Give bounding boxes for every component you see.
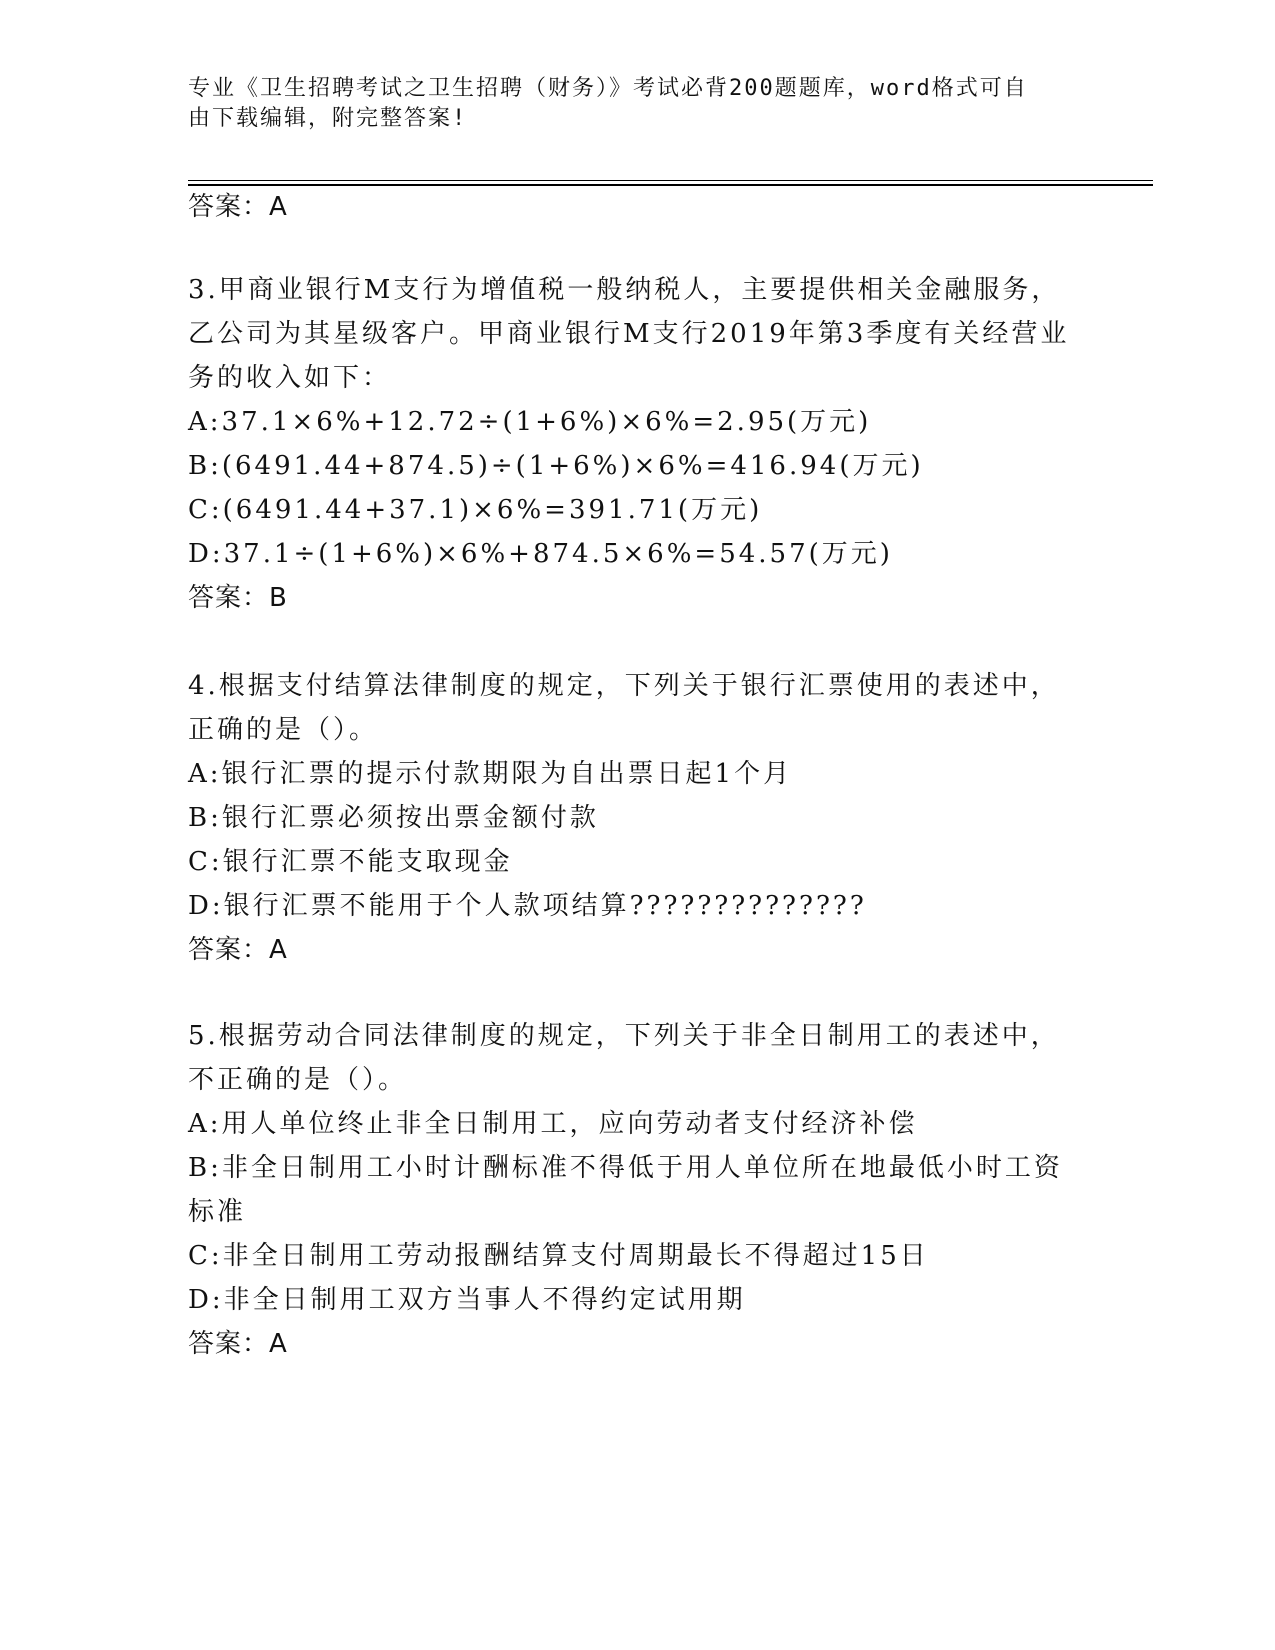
header-divider-thin [188,180,1153,181]
q5-answer: 答案：A [188,1329,288,1359]
q3-stem-line-3: 务的收入如下： [188,363,392,393]
header-divider-thick [188,184,1153,186]
q5-option-b: B:非全日制用工小时计酬标准不得低于用人单位所在地最低小时工资 [188,1153,1063,1183]
q5-stem-line-2: 不正确的是（）。 [188,1065,408,1095]
q3-stem-line-2: 乙公司为其星级客户。甲商业银行M支行2019年第3季度有关经营业 [188,319,1070,349]
q3-option-a: A:37.1×6%+12.72÷(1+6%)×6%=2.95(万元) [188,407,872,437]
document-header [188,74,1068,134]
q4-option-b: B:银行汇票必须按出票金额付款 [188,803,599,833]
q4-stem-line-2: 正确的是（）。 [188,715,379,745]
q4-option-a: A:银行汇票的提示付款期限为自出票日起1个月 [188,759,793,789]
q5-option-a: A:用人单位终止非全日制用工，应向劳动者支付经济补偿 [188,1109,918,1139]
q4-option-d: D:银行汇票不能用于个人款项结算?????????????? [188,891,867,921]
q5-option-d: D:非全日制用工双方当事人不得约定试用期 [188,1285,746,1315]
q4-answer: 答案：A [188,935,288,965]
q5-option-c: C:非全日制用工劳动报酬结算支付周期最长不得超过15日 [188,1241,929,1271]
answer-prev: 答案：A [188,192,288,222]
q3-option-b: B:(6491.44+874.5)÷(1+6%)×6%=416.94(万元) [188,451,924,481]
q3-answer: 答案：B [188,583,288,613]
q5-option-b-cont: 标准 [188,1197,247,1227]
q4-option-c: C:银行汇票不能支取现金 [188,847,513,877]
q4-stem-line-1: 4.根据支付结算法律制度的规定，下列关于银行汇票使用的表述中， [188,671,1060,701]
q3-option-d: D:37.1÷(1+6%)×6%+874.5×6%=54.57(万元) [188,539,893,569]
header-line-1: 专业《卫生招聘考试之卫生招聘（财务）》考试必背200题题库，word格式可自 [188,76,1028,101]
q3-option-c: C:(6491.44+37.1)×6%=391.71(万元) [188,495,763,525]
q5-stem-line-1: 5.根据劳动合同法律制度的规定，下列关于非全日制用工的表述中， [188,1021,1060,1051]
header-line-2: 由下载编辑，附完整答案! [188,106,468,131]
q3-stem-line-1: 3.甲商业银行M支行为增值税一般纳税人，主要提供相关金融服务， [188,275,1061,305]
